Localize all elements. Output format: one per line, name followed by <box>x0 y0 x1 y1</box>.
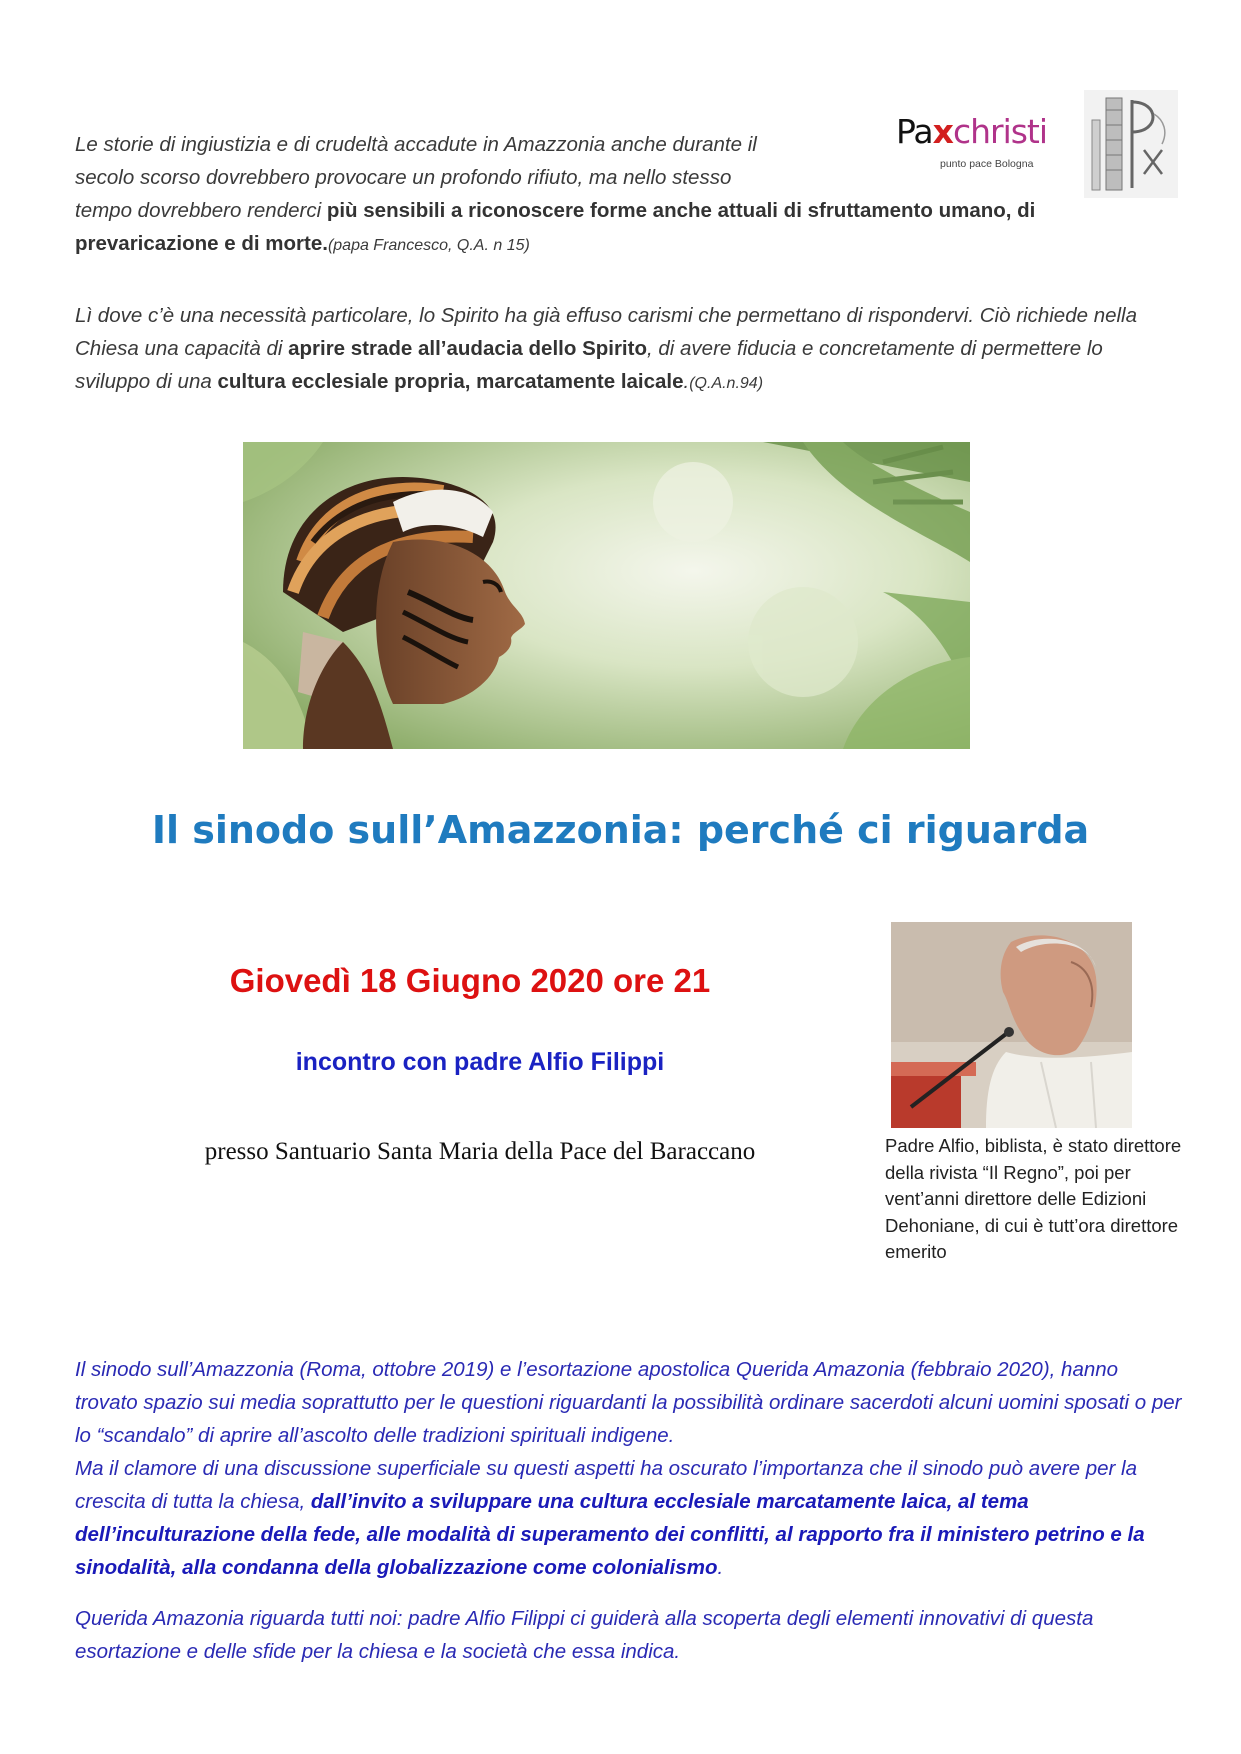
event-title: Il sinodo sull’Amazzonia: perché ci riguarda <box>151 808 1090 852</box>
description-text-end: . <box>717 1556 724 1579</box>
event-speaker: incontro con padre Alfio Filippi <box>295 1048 665 1076</box>
logo-subtitle: punto pace Bologna <box>940 158 1034 170</box>
quote2-citation: (Q.A.n.94) <box>689 375 764 392</box>
description-paragraph-2: Querida Amazonia riguarda tutti noi: padre Alfio Filippi ci guiderà alla scoperta degli elementi innovativi di questa esortazione e delle sfide per la chiesa e la società che essa indica. <box>75 1607 1094 1663</box>
quote1-line3: tempo dovrebbero renderci <box>75 199 327 222</box>
event-venue: presso Santuario Santa Maria della Pace del Baraccano <box>204 1138 756 1165</box>
description-paragraph-1 <box>75 1353 1185 1584</box>
quote1-line2: secolo scorso dovrebbero provocare un profondo rifiuto, ma nello stesso <box>75 166 732 189</box>
logo-word-x: x <box>932 112 953 151</box>
event-date-time: Giovedì 18 Giugno 2020 ore 21 <box>229 962 711 999</box>
quote2-emphasis2: cultura ecclesiale propria, marcatamente laicale <box>217 370 684 393</box>
speaker-caption: Padre Alfio, biblista, è stato direttore della rivista “Il Regno”, poi per vent’anni direttore delle Edizioni Dehoniane, di cui è tutt’ora direttore emerito <box>885 1135 1182 1262</box>
quote-querida-amazonia <box>75 299 1155 400</box>
logo-word-pax: Pa <box>896 112 933 151</box>
logo-word-christi: christi <box>952 112 1048 151</box>
quote1-citation: (papa Francesco, Q.A. n 15) <box>327 237 530 254</box>
quote1-emphasis: più sensibili a riconoscere forme anche attuali di sfruttamento umano, di prevaricazione e di morte. <box>75 199 1036 255</box>
quote2-emphasis1: aprire strade all’audacia dello Spirito <box>288 337 647 360</box>
description-emphasis: dall’invito a sviluppare una cultura ecclesiale marcatamente laica, al tema dell’inculturazione della fede, alle modalità di superamento dei conflitti, al rapporto fra il ministero petrino e la sinodalità, alla condanna della globalizzazione come colonialismo <box>75 1490 1145 1579</box>
amazon-indigenous-man-photo <box>243 442 970 749</box>
padre-alfio-photo <box>891 922 1132 1128</box>
description-text-2: Ma il clamore di una discussione superficiale su questi aspetti ha oscurato l’importanza che il sinodo può avere per la crescita di tutta la chiesa, <box>75 1457 1138 1513</box>
quote2-text-part1: Lì dove c’è una necessità particolare, lo Spirito ha già effuso carismi che permettano di rispondervi. Ciò richiede nella Chiesa una capacità di <box>75 304 1138 360</box>
quote2-text-part2: , di avere fiducia e concretamente di permettere lo sviluppo di una <box>75 337 1103 393</box>
quote-papa-francesco <box>75 128 1155 262</box>
description-text-1: Il sinodo sull’Amazzonia (Roma, ottobre 2019) e l’esortazione apostolica Querida Amazonia (febbraio 2020), hanno trovato spazio sui media soprattutto per le questioni riguardanti la possibilità ordinare sacerdoti alcuni uomini sposati o per lo “scandalo” di aprire all’ascolto delle tradizioni spirituali indigene. <box>75 1358 1182 1447</box>
quote2-text-part3: . <box>683 370 690 393</box>
quote1-line1: Le storie di ingiustizia e di crudeltà accadute in Amazzonia anche durante il <box>75 133 757 156</box>
